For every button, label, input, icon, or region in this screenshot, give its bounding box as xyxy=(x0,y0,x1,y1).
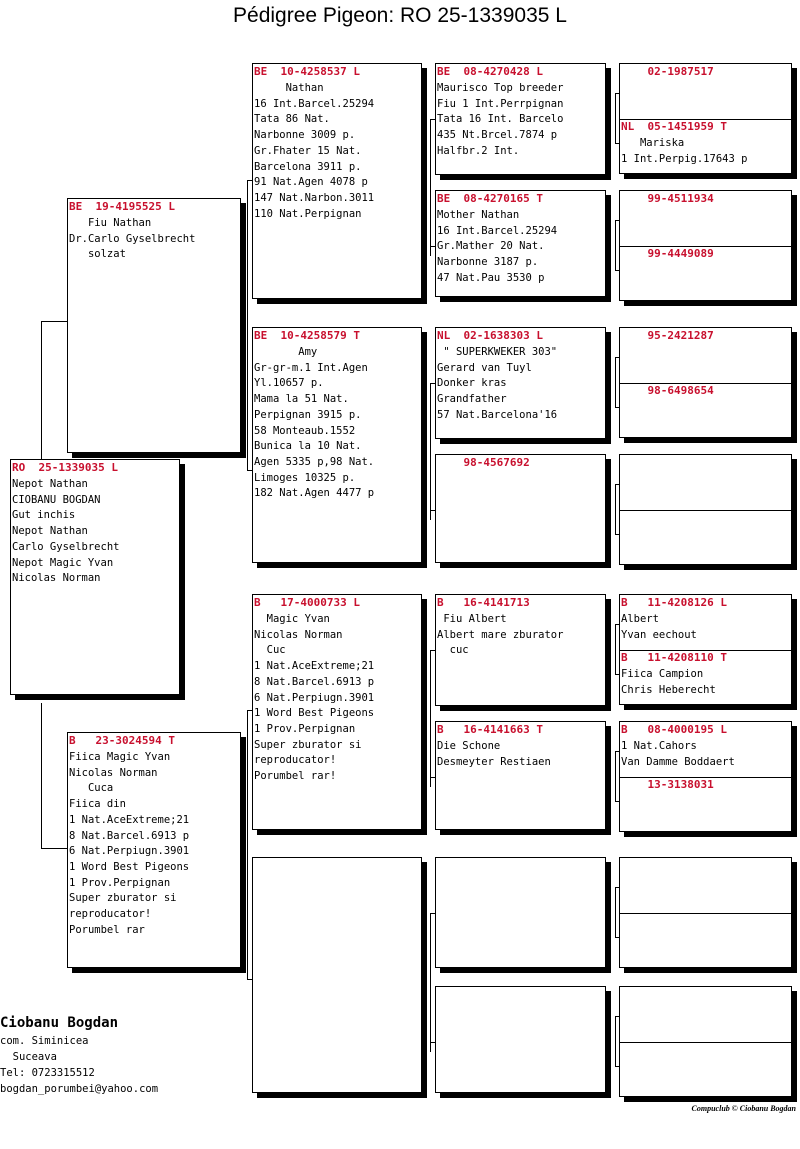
pigeon-info-line: Porumbel rar xyxy=(69,923,145,936)
connector-line xyxy=(430,119,431,256)
pigeon-info-line: 8 Nat.Barcel.6913 p xyxy=(254,675,375,688)
pedigree-box-sire xyxy=(67,198,241,453)
breeder-address-line: Suceava xyxy=(0,1051,57,1063)
pigeon-info-line: 1 Nat.AceExtreme;21 xyxy=(254,660,375,673)
connector-line xyxy=(430,1042,436,1043)
pigeon-info-line: Nepot Magic Yvan xyxy=(12,556,114,569)
ring-number xyxy=(621,859,790,875)
ring-number: BE 08-4270165 T xyxy=(437,192,543,205)
pigeon-entry xyxy=(620,456,791,510)
pigeon-info-line: reproducator! xyxy=(69,908,152,921)
pigeon-entry xyxy=(620,383,791,437)
pigeon-entry xyxy=(253,859,421,1093)
connector-line xyxy=(430,246,436,247)
pigeon-entry xyxy=(620,723,791,777)
pigeon-info-line: " SUPERKWEKER 303" xyxy=(437,346,558,358)
connector-line xyxy=(247,710,248,980)
pigeon-info-line: Gut inchis xyxy=(12,509,76,522)
pedigree-box-sds xyxy=(435,327,606,439)
pigeon-info-line: Nicolas Norman xyxy=(254,628,343,641)
connector-line xyxy=(247,180,253,181)
pigeon-info-line: Donker kras xyxy=(437,377,507,390)
pigeon-info-line: Mariska xyxy=(621,137,685,149)
page-title: Pédigree Pigeon: RO 25-1339035 L xyxy=(233,4,567,27)
connector-line xyxy=(615,937,620,938)
pigeon-entry xyxy=(68,734,240,968)
pigeon-info-line: Van Damme Boddaert xyxy=(621,755,735,768)
connector-line xyxy=(41,321,42,459)
pigeon-entry xyxy=(620,510,791,564)
pigeon-info-line: Fiu 1 Int.Perrpignan xyxy=(437,97,564,110)
connector-line xyxy=(430,777,436,778)
pedigree-box-ssss xyxy=(619,63,792,174)
connector-line xyxy=(247,710,253,711)
pigeon-info-line: 16 Int.Barcel.25294 xyxy=(254,97,375,110)
pedigree-box-sss xyxy=(435,63,606,175)
ring-number: 13-3138031 xyxy=(621,778,714,791)
ring-number: B 11-4208110 T xyxy=(621,651,727,664)
connector-line xyxy=(615,887,616,937)
pigeon-entry xyxy=(620,65,791,119)
pigeon-info-line: Nicolas Norman xyxy=(12,572,101,585)
pigeon-info-line: Gr.Mather 20 Nat. xyxy=(437,240,545,253)
pigeon-info-line: Fiu Nathan xyxy=(69,217,152,229)
pigeon-info-line: 6 Nat.Perpiugn.3901 xyxy=(69,845,190,858)
ring-number: 98-4567692 xyxy=(437,456,530,469)
pigeon-info-line: 6 Nat.Perpiugn.3901 xyxy=(254,691,375,704)
connector-line xyxy=(615,624,616,674)
ring-number xyxy=(621,511,790,527)
ring-number: 99-4449089 xyxy=(621,247,714,260)
connector-line xyxy=(430,650,436,651)
pigeon-entry xyxy=(620,329,791,383)
pedigree-box-dds xyxy=(435,857,606,968)
connector-line xyxy=(615,1066,620,1067)
breeder-phone: Tel: 0723315512 xyxy=(0,1067,95,1079)
ring-number: B 11-4208126 L xyxy=(621,596,727,609)
pigeon-info-line: Narbonne 3187 p. xyxy=(437,256,539,269)
connector-line xyxy=(615,143,620,144)
pedigree-box-ssd xyxy=(435,190,606,297)
pigeon-entry xyxy=(620,596,791,650)
pigeon-info-line: cuc xyxy=(437,644,469,657)
pedigree-box-ddss xyxy=(619,857,792,968)
pedigree-box-sdsd xyxy=(619,454,792,565)
ring-number: NL 02-1638303 L xyxy=(437,329,543,342)
connector-line xyxy=(41,321,68,322)
pigeon-info-line: 1 Word Best Pigeons xyxy=(69,860,190,873)
connector-line xyxy=(615,93,620,94)
connector-line xyxy=(247,979,253,980)
pigeon-info-line: Halfbr.2 Int. xyxy=(437,144,520,157)
ring-number: 98-6498654 xyxy=(621,384,714,397)
ring-number: 99-4511934 xyxy=(621,192,714,205)
ring-number: B 23-3024594 T xyxy=(69,734,175,747)
ring-number xyxy=(621,1043,790,1059)
pigeon-info-line: Dr.Carlo Gyselbrecht xyxy=(69,232,196,245)
pigeon-info-line: 1 Word Best Pigeons xyxy=(254,707,375,720)
pigeon-entry xyxy=(620,988,791,1042)
pigeon-info-line: solzat xyxy=(69,248,126,261)
connector-line xyxy=(615,1016,616,1066)
pigeon-entry xyxy=(436,329,605,439)
pigeon-info-line: CIOBANU BOGDAN xyxy=(12,493,101,506)
pigeon-info-line: Porumbel rar! xyxy=(254,770,337,783)
connector-line xyxy=(615,407,620,408)
connector-line xyxy=(430,650,431,787)
pigeon-info-line: 1 Prov.Perpignan xyxy=(254,722,356,735)
connector-line xyxy=(430,119,436,120)
pigeon-entry xyxy=(620,777,791,831)
pigeon-info-line: Cuc xyxy=(254,644,286,657)
pigeon-info-line: Mama la 51 Nat. xyxy=(254,393,349,406)
pigeon-entry xyxy=(620,913,791,967)
pigeon-info-line: Gr-gr-m.1 Int.Agen xyxy=(254,361,368,374)
pigeon-info-line: 147 Nat.Narbon.3011 xyxy=(254,191,375,204)
pigeon-entry xyxy=(620,650,791,704)
pigeon-info-line: 16 Int.Barcel.25294 xyxy=(437,224,558,237)
pedigree-box-dss xyxy=(435,594,606,706)
breeder-contact xyxy=(0,1013,158,1097)
pigeon-info-line: Nepot Nathan xyxy=(12,525,88,538)
pigeon-info-line: Super zburator si xyxy=(254,738,362,751)
ring-number: 02-1987517 xyxy=(621,65,714,78)
connector-line xyxy=(615,1016,620,1017)
ring-number xyxy=(437,988,604,1004)
pigeon-info-line: Die Schone xyxy=(437,740,501,752)
pigeon-entry xyxy=(436,192,605,297)
pigeon-info-line: 182 Nat.Agen 4477 p xyxy=(254,487,375,500)
pedigree-box-dssd xyxy=(619,721,792,832)
pigeon-info-line: Limoges 10325 p. xyxy=(254,471,356,484)
pigeon-info-line: Carlo Gyselbrecht xyxy=(12,540,120,553)
pigeon-info-line: 47 Nat.Pau 3530 p xyxy=(437,271,545,284)
connector-line xyxy=(430,510,436,511)
pigeon-info-line: Grandfather xyxy=(437,393,507,406)
pigeon-info-line: reproducator! xyxy=(254,754,337,767)
pigeon-entry xyxy=(436,65,605,175)
pigeon-info-line: 57 Nat.Barcelona'16 xyxy=(437,408,558,421)
pedigree-box-subject xyxy=(10,459,180,695)
pigeon-entry xyxy=(11,461,179,695)
ring-number xyxy=(254,859,420,875)
connector-line xyxy=(615,801,620,802)
pigeon-info-line: Magic Yvan xyxy=(254,613,330,625)
ring-number: BE 08-4270428 L xyxy=(437,65,543,78)
connector-line xyxy=(430,913,436,914)
pedigree-box-ddd xyxy=(435,986,606,1093)
breeder-name: Ciobanu Bogdan xyxy=(0,1015,119,1031)
connector-line xyxy=(615,357,616,407)
pigeon-info-line: 1 Nat.AceExtreme;21 xyxy=(69,813,190,826)
ring-number xyxy=(621,456,790,472)
pigeon-info-line: Gr.Fhater 15 Nat. xyxy=(254,144,362,157)
pigeon-info-line: 435 Nt.Brcel.7874 p xyxy=(437,129,558,142)
pigeon-info-line: Super zburator si xyxy=(69,892,177,905)
pigeon-info-line: Amy xyxy=(254,346,318,358)
ring-number: B 16-4141713 xyxy=(437,596,530,609)
pigeon-info-line: Barcelona 3911 p. xyxy=(254,160,362,173)
pigeon-entry xyxy=(253,329,421,563)
pigeon-entry xyxy=(253,596,421,830)
pedigree-box-sssd xyxy=(619,190,792,301)
pigeon-entry xyxy=(620,192,791,246)
software-credit: Compuclub © Ciobanu Bogdan xyxy=(691,1104,796,1113)
connector-line xyxy=(615,220,616,270)
connector-line xyxy=(615,624,620,625)
connector-line xyxy=(41,848,68,849)
pigeon-info-line: Cuca xyxy=(69,782,114,795)
pigeon-info-line: Narbonne 3009 p. xyxy=(254,129,356,142)
pedigree-box-sdss xyxy=(619,327,792,438)
ring-number: BE 10-4258537 L xyxy=(254,65,360,78)
pigeon-entry xyxy=(620,859,791,913)
connector-line xyxy=(615,484,616,534)
pigeon-info-line: Perpignan 3915 p. xyxy=(254,408,362,421)
connector-line xyxy=(430,383,431,520)
connector-line xyxy=(41,703,42,849)
connector-line xyxy=(615,534,620,535)
pigeon-info-line: Nicolas Norman xyxy=(69,766,158,779)
connector-line xyxy=(615,220,620,221)
pigeon-info-line: 1 Prov.Perpignan xyxy=(69,876,171,889)
pigeon-info-line: 1 Nat.Cahors xyxy=(621,740,697,752)
pigeon-info-line: Desmeyter Restiaen xyxy=(437,755,551,768)
connector-line xyxy=(615,357,620,358)
pigeon-info-line: Bunica la 10 Nat. xyxy=(254,440,362,453)
pigeon-info-line: Fiica Campion xyxy=(621,668,704,680)
pigeon-info-line: Chris Heberecht xyxy=(621,683,716,696)
connector-line xyxy=(430,913,431,1052)
connector-line xyxy=(430,383,436,384)
pigeon-info-line: Yl.10657 p. xyxy=(254,377,324,390)
pedigree-box-sdd xyxy=(435,454,606,563)
connector-line xyxy=(615,674,620,675)
connector-line xyxy=(247,470,253,471)
pigeon-info-line: Albert mare zburator xyxy=(437,628,564,641)
pigeon-info-line: 58 Monteaub.1552 xyxy=(254,424,356,437)
ring-number xyxy=(621,914,790,930)
connector-line xyxy=(615,751,616,801)
pigeon-entry xyxy=(68,200,240,453)
pigeon-entry xyxy=(620,1042,791,1096)
pigeon-entry xyxy=(436,859,605,968)
ring-number: BE 10-4258579 T xyxy=(254,329,360,342)
pigeon-info-line: 8 Nat.Barcel.6913 p xyxy=(69,829,190,842)
pigeon-info-line: Yvan eechout xyxy=(621,628,697,641)
pigeon-entry xyxy=(620,119,791,173)
connector-line xyxy=(615,887,620,888)
connector-line xyxy=(247,180,248,470)
pigeon-info-line: Fiica din xyxy=(69,798,126,811)
pedigree-box-dd xyxy=(252,857,422,1093)
pigeon-entry xyxy=(253,65,421,299)
pedigree-box-dsss xyxy=(619,594,792,705)
pigeon-info-line: Nathan xyxy=(254,82,324,94)
breeder-email: bogdan_porumbei@yahoo.com xyxy=(0,1083,159,1095)
ring-number: B 16-4141663 T xyxy=(437,723,543,736)
pigeon-entry xyxy=(436,988,605,1093)
pigeon-info-line: Maurisco Top breeder xyxy=(437,82,564,94)
pigeon-entry xyxy=(436,456,605,563)
pigeon-info-line: 110 Nat.Perpignan xyxy=(254,207,362,220)
pigeon-info-line: Nepot Nathan xyxy=(12,478,88,490)
pigeon-info-line: Fiica Magic Yvan xyxy=(69,751,171,763)
breeder-address-line: com. Siminicea xyxy=(0,1035,89,1047)
pedigree-box-ds xyxy=(252,594,422,830)
pigeon-info-line: Tata 86 Nat. xyxy=(254,113,330,126)
pedigree-box-sd xyxy=(252,327,422,563)
pigeon-info-line: Albert xyxy=(621,613,659,625)
ring-number xyxy=(437,859,604,875)
pigeon-entry xyxy=(620,246,791,300)
connector-line xyxy=(615,484,620,485)
ring-number: NL 05-1451959 T xyxy=(621,120,727,133)
pigeon-info-line: 91 Nat.Agen 4078 p xyxy=(254,176,368,189)
pigeon-entry xyxy=(436,723,605,830)
connector-line xyxy=(615,270,620,271)
pedigree-box-ss xyxy=(252,63,422,299)
ring-number: B 17-4000733 L xyxy=(254,596,360,609)
pedigree-box-ddsd xyxy=(619,986,792,1097)
connector-line xyxy=(615,93,616,143)
pigeon-info-line: Mother Nathan xyxy=(437,209,520,221)
pigeon-info-line: Agen 5335 p,98 Nat. xyxy=(254,455,375,468)
pigeon-info-line: Tata 16 Int. Barcelo xyxy=(437,113,564,126)
ring-number xyxy=(621,988,790,1004)
pigeon-info-line: Fiu Albert xyxy=(437,613,507,625)
pedigree-box-dsd xyxy=(435,721,606,830)
ring-number: RO 25-1339035 L xyxy=(12,461,118,474)
pigeon-info-line: 1 Int.Perpig.17643 p xyxy=(621,152,748,165)
ring-number: 95-2421287 xyxy=(621,329,714,342)
ring-number: B 08-4000195 L xyxy=(621,723,727,736)
pigeon-entry xyxy=(436,596,605,706)
pedigree-box-dam xyxy=(67,732,241,968)
connector-line xyxy=(615,751,620,752)
pigeon-info-line: Gerard van Tuyl xyxy=(437,361,532,374)
ring-number: BE 19-4195525 L xyxy=(69,200,175,213)
